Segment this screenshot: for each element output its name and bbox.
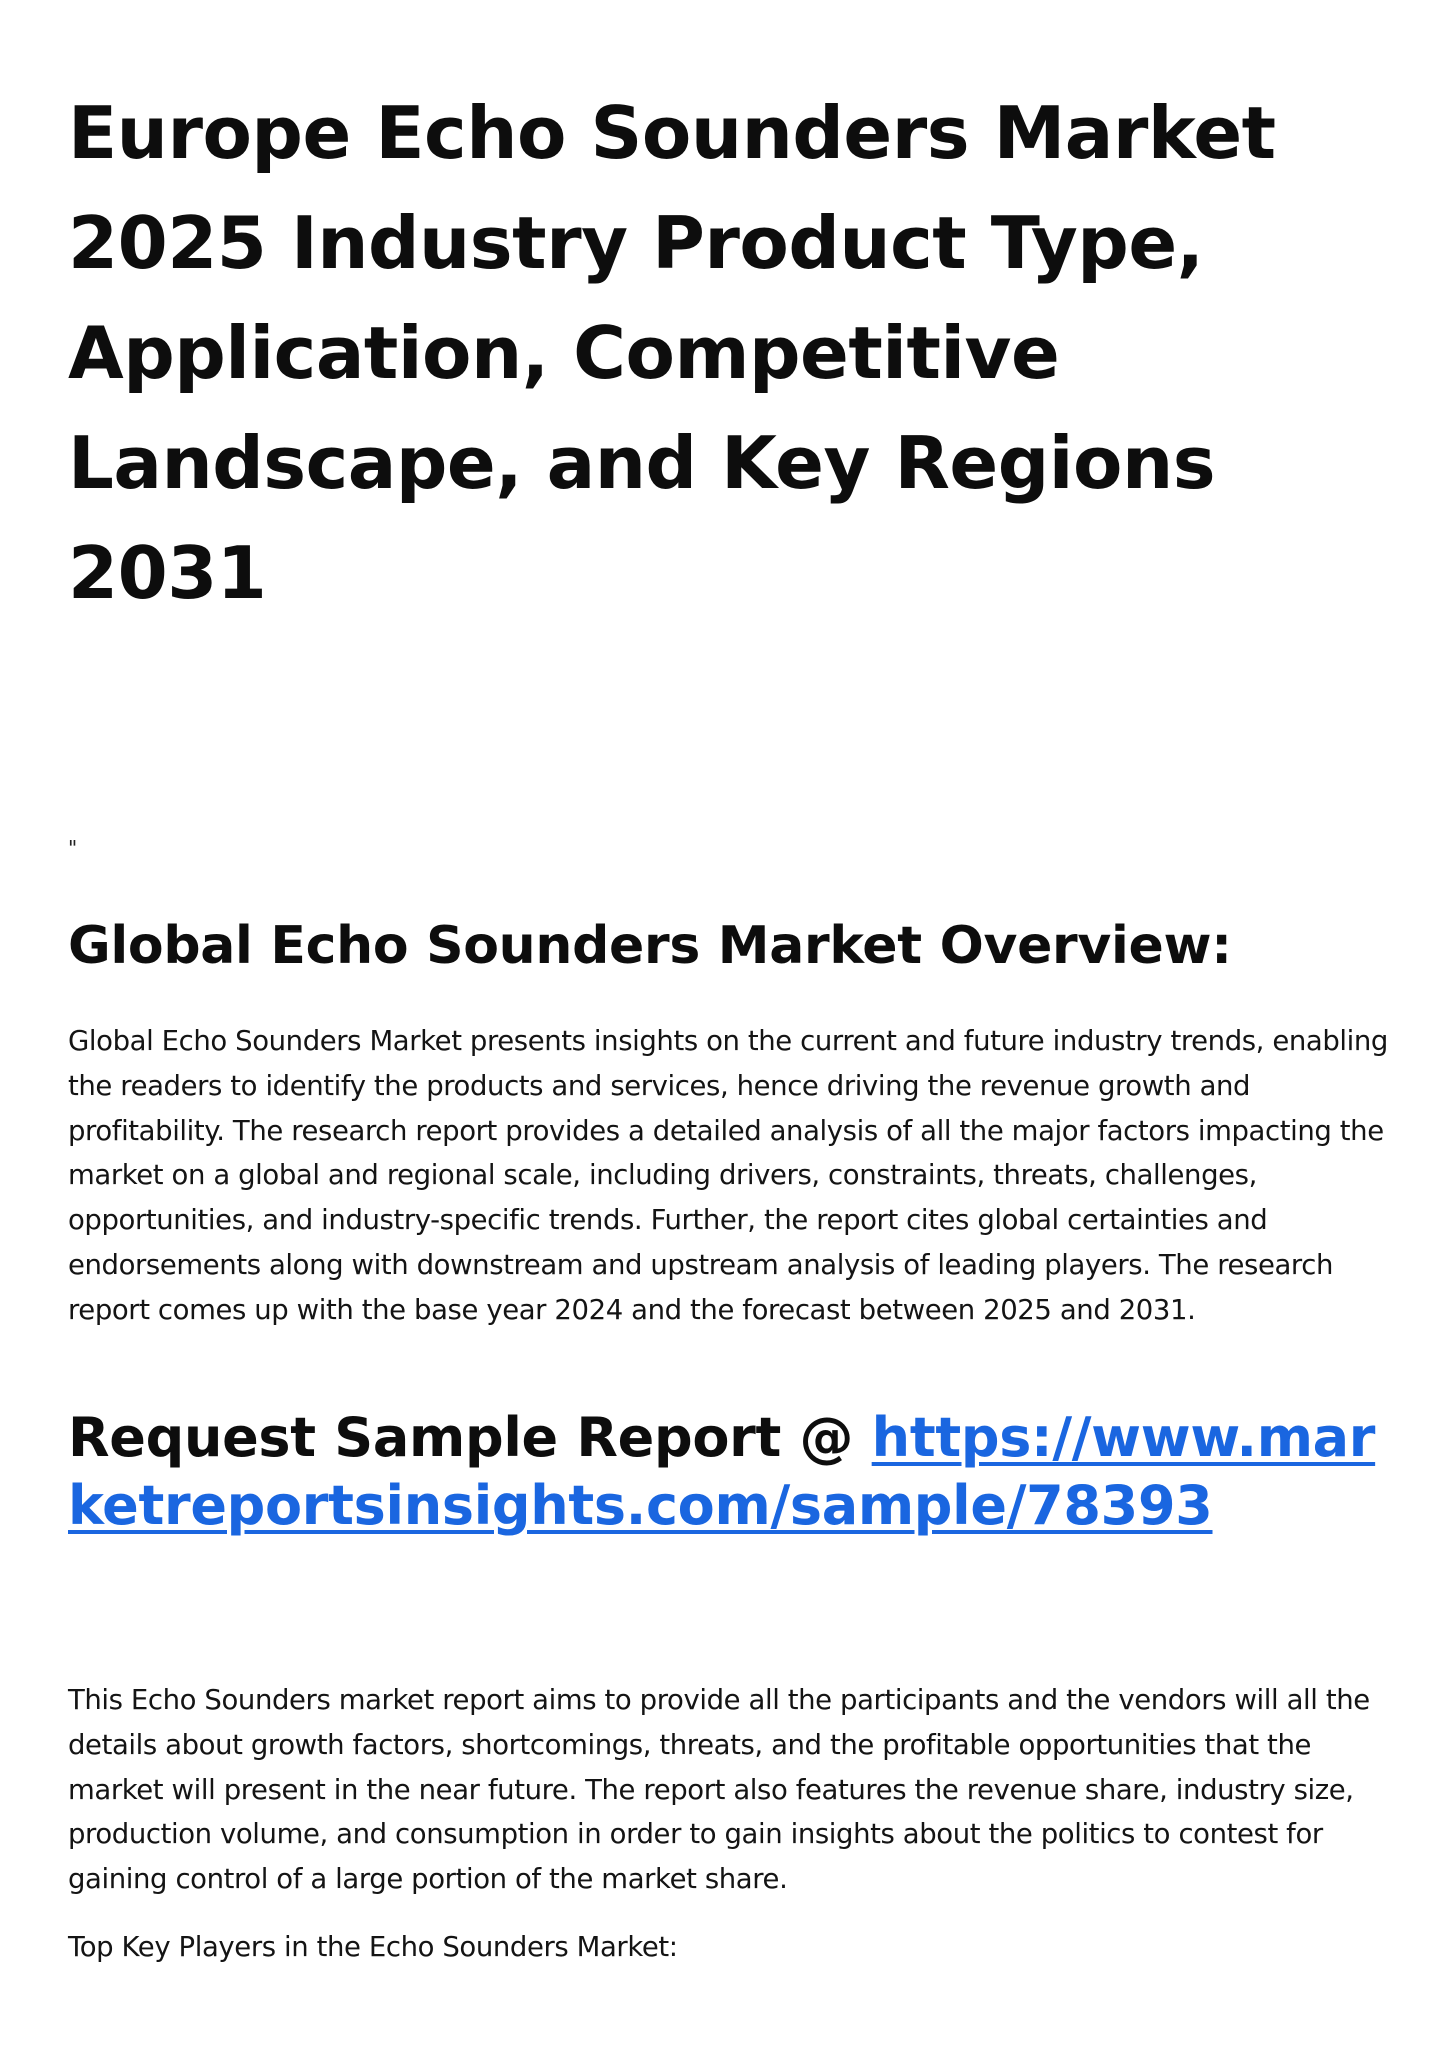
key-players-label: Top Key Players in the Echo Sounders Market:: [68, 1931, 678, 1963]
document-title: Europe Echo Sounders Market 2025 Industry Product Type, Application, Competitive Landscape, and Key Regions 2031: [68, 91, 1276, 615]
sample-request-label: Request Sample Report @: [68, 1406, 872, 1469]
sample-request-heading: [68, 1404, 1398, 1540]
overview-heading: Global Echo Sounders Market Overview:: [68, 916, 1232, 976]
stray-quote-mark: ": [68, 836, 78, 860]
sample-request-link[interactable]: https://www.marketreportsinsights.com/sample/78393: [68, 1406, 1376, 1537]
report-paragraph: This Echo Sounders market report aims to provide all the participants and the vendors will all the details about growth factors, shortcomings, threats, and the profitable opportunities that the market will present in the near future. The report also features the revenue share, industry size, production volume, and consumption in order to gain insights about the politics to contest for gaining control of a large portion of the market share.: [68, 1684, 1370, 1896]
overview-paragraph: Global Echo Sounders Market presents insights on the current and future industry trends, enabling the readers to identify the products and services, hence driving the revenue growth and profitability. The research report provides a detailed analysis of all the major factors impacting the market on a global and regional scale, including drivers, constraints, threats, challenges, opportunities, and industry-specific trends. Further, the report cites global certainties and endorsements along with downstream and upstream analysis of leading players. The research report comes up with the base year 2024 and the forecast between 2025 and 2031.: [68, 1025, 1388, 1326]
